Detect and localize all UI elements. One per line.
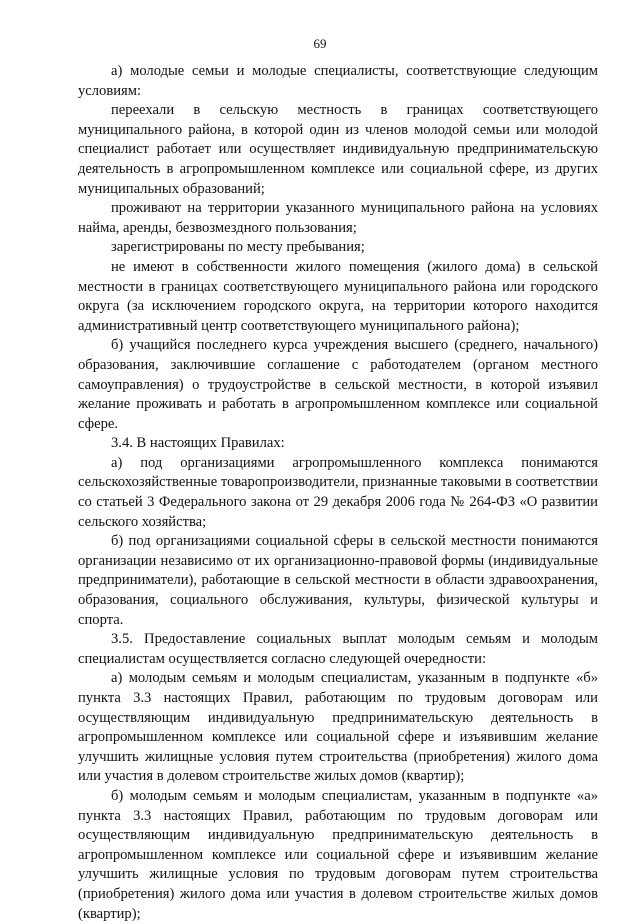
page-number: 69 <box>313 36 327 51</box>
paragraph: б) под организациями социальной сферы в сельской местности понимаются организации независимо от их организационно-правовой формы (индивидуальные предприниматели), работающие в сельской местности в области здравоохранения, образования, социального обслуживания, культуры, физической культуры и спорта. <box>78 533 598 628</box>
section-heading: 3.4. В настоящих Правилах: <box>111 435 285 452</box>
paragraph: переехали в сельскую местность в границах соответствующего муниципального района, в которой один из членов молодой семьи или молодой специалист работает или осуществляет индивидуальную предпринимательскую деятельность в агропромышленном комплексе или социальной сфере, из других муниципальных образований; <box>78 102 598 197</box>
document-body <box>78 62 598 924</box>
paragraph: 3.5. Предоставление социальных выплат молодым семьям и молодым специалистам осуществляется согласно следующей очередности: <box>78 631 598 667</box>
paragraph: а) молодые семьи и молодые специалисты, соответствующие следующим условиям: <box>78 63 598 99</box>
paragraph: зарегистрированы по месту пребывания; <box>111 239 365 256</box>
paragraph: не имеют в собственности жилого помещения (жилого дома) в сельской местности в границах соответствующего муниципального района или городского округа (за исключением городского округа, на территории которого находится административный центр соответствующего муниципального района); <box>78 258 598 334</box>
paragraph: а) под организациями агропромышленного комплекса понимаются сельскохозяйственные товаропроизводители, признанные таковыми в соответствии со статьей 3 Федерального закона от 29 декабря 2006 года № 264-ФЗ «О развитии сельского хозяйства; <box>78 454 598 530</box>
paragraph: б) молодым семьям и молодым специалистам, указанным в подпункте «а» пункта 3.3 настоящих Правил, работающим по трудовым договорам или осуществляющим индивидуальную предпринимательскую деятельность в агропромышленном комплексе или социальной сфере и изъявившим желание улучшить жилищные условия по трудовым договорам путем строительства (приобретения) жилого дома или участия в долевом строительстве жилых домов (квартир); <box>78 787 598 922</box>
paragraph: проживают на территории указанного муниципального района на условиях найма, аренды, безвозмездного пользования; <box>78 200 598 236</box>
paragraph: б) учащийся последнего курса учреждения высшего (среднего, начального) образования, заключившие соглашение с работодателем (органом местного самоуправления) о трудоустройстве в сельской местности, в которой изъявил желание проживать и работать в агропромышленном комплексе или социальной сфере. <box>78 337 598 432</box>
paragraph: а) молодым семьям и молодым специалистам, указанным в подпункте «б» пункта 3.3 настоящих Правил, работающим по трудовым договорам или осуществляющим индивидуальную предпринимательскую деятельность в агропромышленном комплексе или социальной сфере и изъявившим желание улучшить жилищные условия путем строительства (приобретения) жилого дома или участия в долевом строительстве жилых домов (квартир); <box>78 670 598 785</box>
